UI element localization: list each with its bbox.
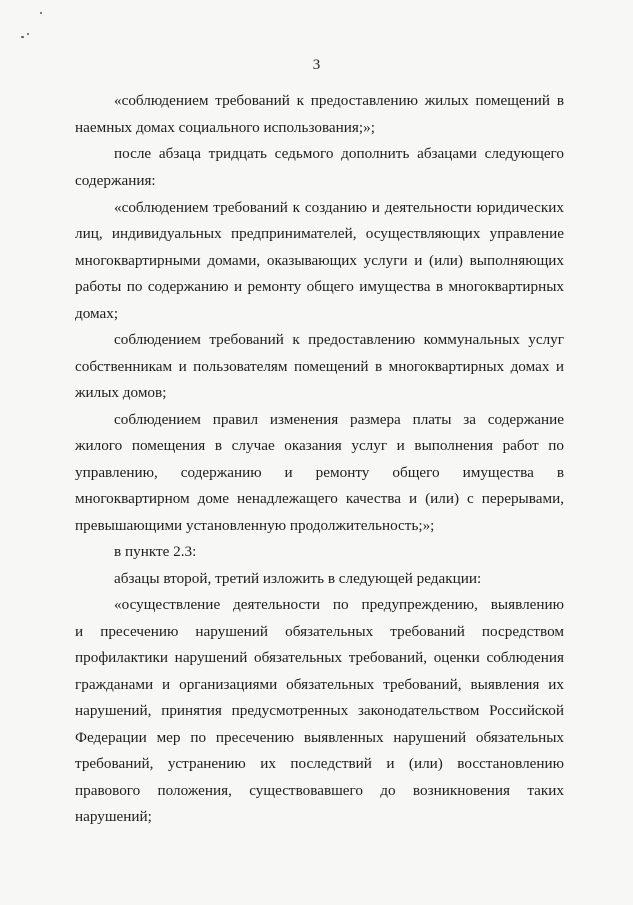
text-line: соблюдением требований к предоставлению коммунальных услуг xyxy=(114,331,564,348)
text-line: жилого помещения в случае оказания услуг и выполнения работ по xyxy=(75,437,564,454)
scan-speck xyxy=(40,12,42,14)
text-line: лиц, индивидуальных предпринимателей, осуществляющих управление xyxy=(75,225,564,242)
text-line: гражданами и организациями обязательных требований, выявления их xyxy=(75,676,564,693)
text-line: нарушений, принятия предусмотренных законодательством Российской xyxy=(75,702,564,719)
page-number: 3 xyxy=(312,57,321,73)
scan-speck xyxy=(21,36,24,38)
text-line: многоквартирном доме ненадлежащего качества и (или) с перерывами, xyxy=(75,490,564,507)
text-line: правового положения, существовавшего до возникновения таких xyxy=(75,782,564,799)
text-line: «соблюдением требований к созданию и деятельности юридических xyxy=(114,199,564,216)
text-line: многоквартирными домами, оказывающих услуги и (или) выполняющих xyxy=(75,252,564,269)
text-line: в пункте 2.3: xyxy=(114,543,197,560)
text-line: жилых домов; xyxy=(75,384,167,401)
text-line: «осуществление деятельности по предупреждению, выявлению xyxy=(114,596,564,613)
text-line: наемных домах социального использования;»; xyxy=(75,119,375,136)
text-line: работы по содержанию и ремонту общего имущества в многоквартирных xyxy=(75,278,564,295)
text-line: и пресечению нарушений обязательных требований посредством xyxy=(75,623,564,640)
text-line: требований, устранению их последствий и (или) восстановлению xyxy=(75,755,564,772)
text-line: соблюдением правил изменения размера платы за содержание xyxy=(114,411,564,428)
text-line: домах; xyxy=(75,305,119,322)
scan-speck xyxy=(27,33,29,35)
text-line: собственникам и пользователям помещений в многоквартирных домах и xyxy=(75,358,564,375)
text-line: нарушений; xyxy=(75,808,152,825)
text-line: Федерации мер по пресечению выявленных нарушений обязательных xyxy=(75,729,564,746)
text-line: профилактики нарушений обязательных требований, оценки соблюдения xyxy=(75,649,564,666)
text-line: после абзаца тридцать седьмого дополнить абзацами следующего xyxy=(114,145,564,162)
text-line: управлению, содержанию и ремонту общего имущества в xyxy=(75,464,564,481)
text-line: превышающими установленную продолжительность;»; xyxy=(75,517,435,534)
text-line: «соблюдением требований к предоставлению жилых помещений в xyxy=(114,92,564,109)
text-line: абзацы второй, третий изложить в следующей редакции: xyxy=(114,570,482,587)
text-line: содержания: xyxy=(75,172,156,189)
